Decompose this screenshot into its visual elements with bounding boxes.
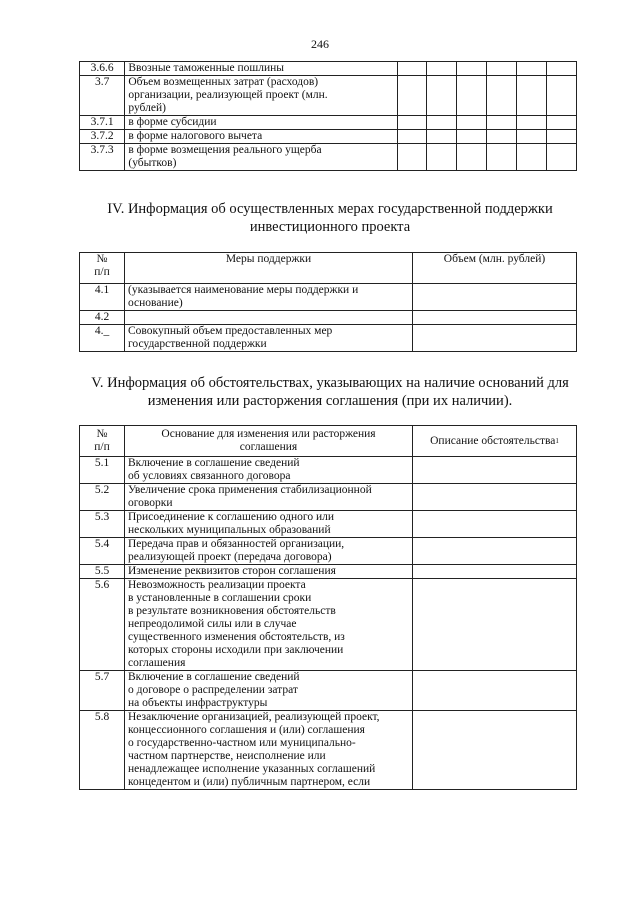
row-description (413, 457, 577, 484)
empty-cell (427, 62, 457, 76)
row-text: Незаключение организацией, реализующей проект, концессионного соглашения и (или) соглашения о государственно-частном или муниципально- частном партнерстве, неисполнение или ненадлежащее исполнение указанных соглашений концедентом и (или) публичным партнером, если (125, 711, 413, 790)
row-text: Включение в соглашение сведений о договоре о распределении затрат на объекты инфраструктуры (125, 671, 413, 711)
row-description (413, 511, 577, 538)
table-row (80, 116, 577, 130)
table-row (80, 325, 577, 352)
empty-cell (517, 116, 547, 130)
empty-cell (517, 130, 547, 144)
empty-cell (547, 62, 577, 76)
empty-cell (457, 62, 487, 76)
row-number: 5.1 (80, 457, 125, 484)
table-row (80, 144, 577, 171)
row-description (413, 711, 577, 790)
section-5-title: V. Информация об обстоятельствах, указывающих на наличие оснований для изменения или расторжения соглашения (при их наличии). (91, 375, 569, 409)
row-text (125, 311, 413, 325)
table-row (80, 130, 577, 144)
row-text: Совокупный объем предоставленных мер государственной поддержки (125, 325, 413, 352)
empty-cell (547, 130, 577, 144)
row-number: 3.7.2 (80, 130, 125, 144)
header-num: № п/п (80, 253, 125, 284)
table-row (80, 76, 577, 116)
table-row (80, 484, 577, 511)
row-value (413, 284, 577, 311)
table-row (80, 511, 577, 538)
empty-cell (397, 62, 427, 76)
header-basis: Основание для изменения или расторжения соглашения (125, 426, 413, 457)
row-text: в форме субсидии (125, 116, 397, 130)
table-row (80, 671, 577, 711)
empty-cell (397, 144, 427, 171)
header-volume: Объем (млн. рублей) (413, 253, 577, 284)
row-description (413, 538, 577, 565)
footnote-marker: 1 (555, 436, 559, 445)
row-text: Ввозные таможенные пошлины (125, 62, 397, 76)
row-text: Включение в соглашение сведений об условиях связанного договора (125, 457, 413, 484)
table-row (80, 284, 577, 311)
header-measures: Меры поддержки (125, 253, 413, 284)
empty-cell (547, 76, 577, 116)
empty-cell (397, 130, 427, 144)
row-number: 5.8 (80, 711, 125, 790)
row-value (413, 325, 577, 352)
row-number: 5.7 (80, 671, 125, 711)
table-row (80, 711, 577, 790)
empty-cell (487, 130, 517, 144)
empty-cell (427, 76, 457, 116)
empty-cell (427, 116, 457, 130)
row-description (413, 579, 577, 671)
row-text: в форме налогового вычета (125, 130, 397, 144)
table-row (80, 311, 577, 325)
row-value (413, 311, 577, 325)
row-description (413, 484, 577, 511)
empty-cell (397, 76, 427, 116)
row-number: 4.2 (80, 311, 125, 325)
empty-cell (457, 130, 487, 144)
empty-cell (397, 116, 427, 130)
row-text: Передача прав и обязанностей организации, реализующей проект (передача договора) (125, 538, 413, 565)
empty-cell (457, 144, 487, 171)
table-top (79, 61, 577, 171)
empty-cell (517, 144, 547, 171)
row-text: Невозможность реализации проекта в установленные в соглашении сроки в результате возникновения обстоятельств непреодолимой силы или в случае существенного изменения обстоятельств, из которых стороны исходили при заключении соглашения (125, 579, 413, 671)
empty-cell (487, 62, 517, 76)
empty-cell (547, 116, 577, 130)
table-header-row (80, 426, 577, 457)
row-text: Увеличение срока применения стабилизационной оговорки (125, 484, 413, 511)
row-number: 3.6.6 (80, 62, 125, 76)
page-number: 246 (311, 37, 329, 51)
empty-cell (457, 76, 487, 116)
row-number: 5.3 (80, 511, 125, 538)
row-number: 3.7 (80, 76, 125, 116)
row-number: 3.7.3 (80, 144, 125, 171)
empty-cell (487, 144, 517, 171)
table-row (80, 62, 577, 76)
row-description (413, 565, 577, 579)
row-number: 5.6 (80, 579, 125, 671)
row-number: 5.5 (80, 565, 125, 579)
table-header-row (80, 253, 577, 284)
row-number: 4._ (80, 325, 125, 352)
row-number: 4.1 (80, 284, 125, 311)
row-text: в форме возмещения реального ущерба (убытков) (125, 144, 397, 171)
circumstances-table (79, 425, 577, 790)
header-description-text: Описание обстоятельства (430, 434, 556, 447)
empty-cell (517, 76, 547, 116)
table-row (80, 538, 577, 565)
row-number: 5.4 (80, 538, 125, 565)
empty-cell (487, 116, 517, 130)
row-description (413, 671, 577, 711)
support-measures-table (79, 252, 577, 352)
row-text: Изменение реквизитов сторон соглашения (125, 565, 413, 579)
empty-cell (547, 144, 577, 171)
row-text: Объем возмещенных затрат (расходов) организации, реализующей проект (млн. рублей) (125, 76, 397, 116)
header-description (413, 426, 577, 457)
row-number: 3.7.1 (80, 116, 125, 130)
table-row (80, 579, 577, 671)
table-row (80, 457, 577, 484)
empty-cell (457, 116, 487, 130)
row-text: (указывается наименование меры поддержки и основание) (125, 284, 413, 311)
table-row (80, 565, 577, 579)
empty-cell (427, 144, 457, 171)
row-number: 5.2 (80, 484, 125, 511)
empty-cell (517, 62, 547, 76)
empty-cell (427, 130, 457, 144)
empty-cell (487, 76, 517, 116)
section-4-title: IV. Информация об осуществленных мерах государственной поддержки инвестиционного проекта (107, 201, 553, 235)
header-num: № п/п (80, 426, 125, 457)
row-text: Присоединение к соглашению одного или нескольких муниципальных образований (125, 511, 413, 538)
